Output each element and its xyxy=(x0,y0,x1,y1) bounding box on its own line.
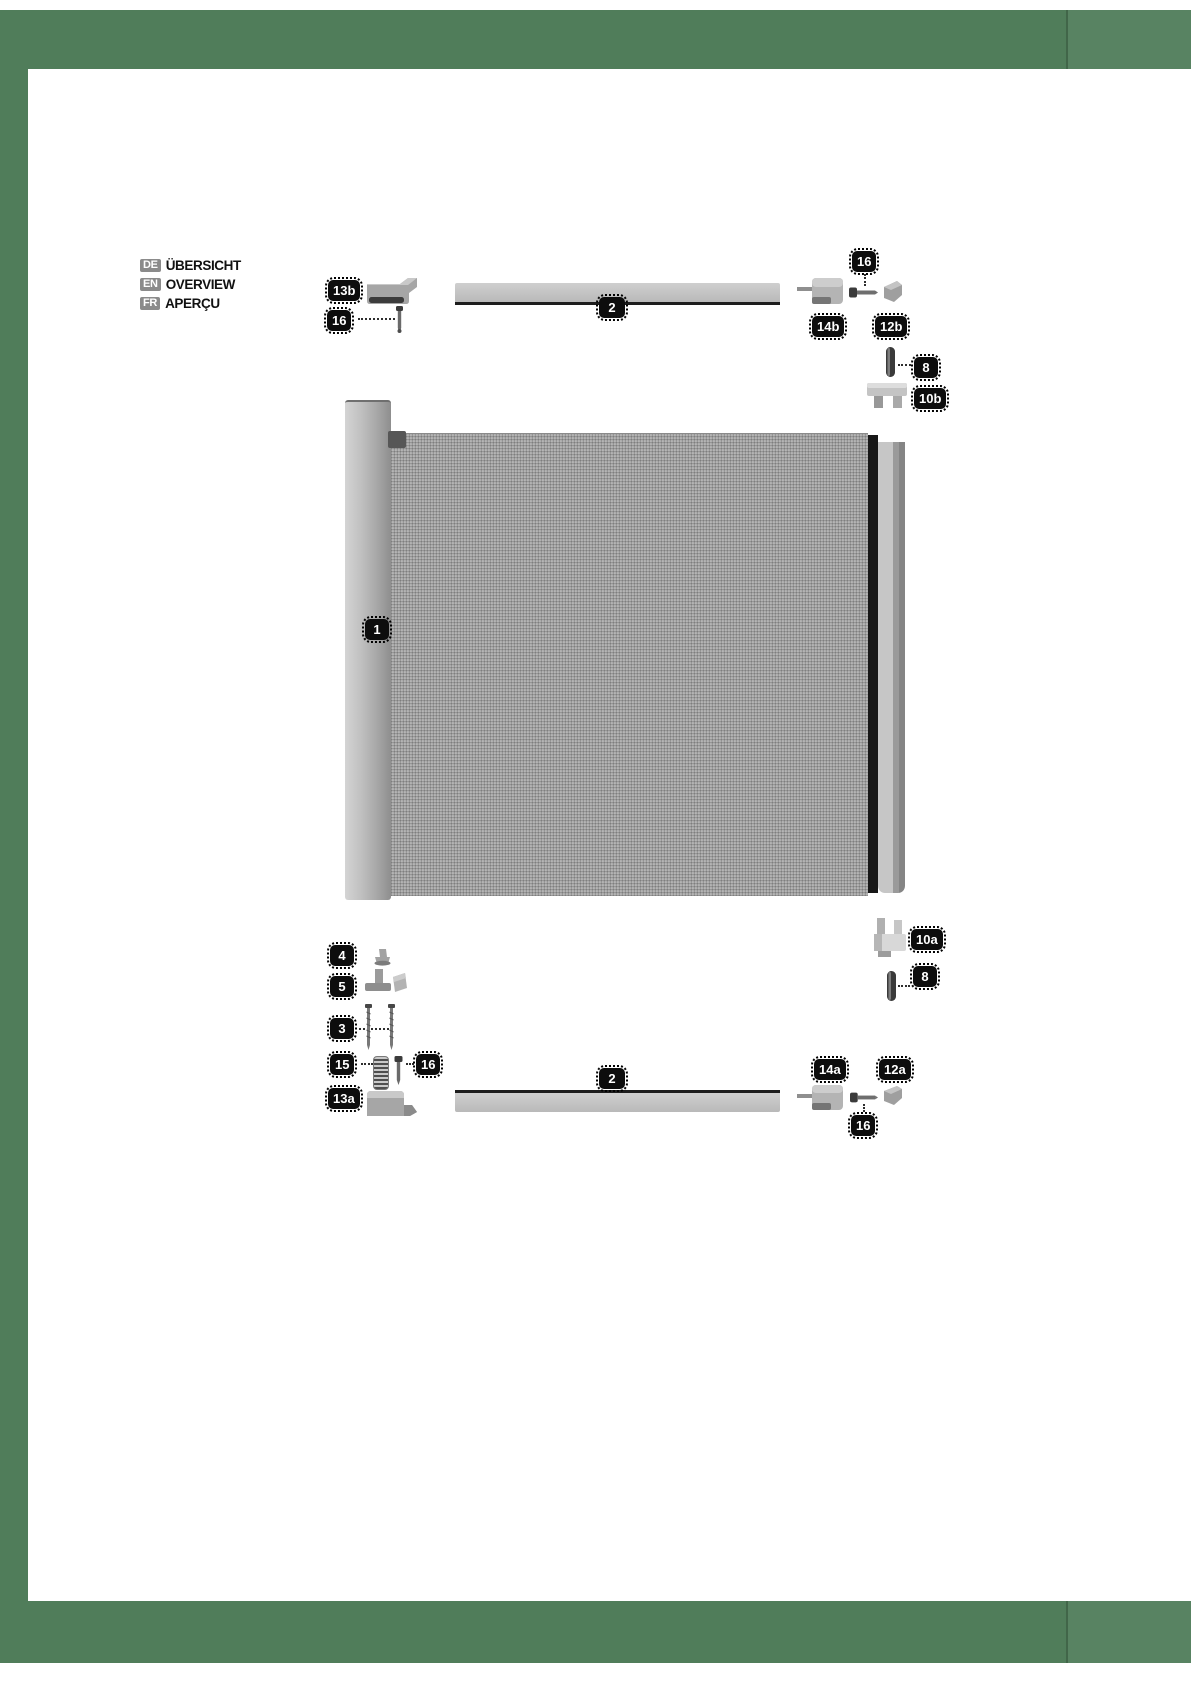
header-green-bar xyxy=(0,10,1191,69)
corner-12b-icon xyxy=(882,279,904,304)
right-guide-rail xyxy=(878,442,905,893)
callout-5 xyxy=(327,973,357,1000)
screw-16-top-left-icon xyxy=(393,306,406,334)
callout-3-text: 3 xyxy=(330,1018,354,1039)
footer-light-segment xyxy=(1068,1601,1191,1663)
legend-row-en xyxy=(140,275,241,294)
callout-14a xyxy=(811,1056,849,1083)
callout-16-top-right-text: 16 xyxy=(852,251,876,272)
callout-2-top xyxy=(596,294,628,321)
legend-row-fr xyxy=(140,294,241,313)
screw-3-left-icon xyxy=(363,1004,374,1050)
callout-15-text: 15 xyxy=(330,1054,354,1075)
end-bracket-13b-icon xyxy=(364,275,418,305)
callout-13b-text: 13b xyxy=(328,280,360,301)
callout-16-top-left-text: 16 xyxy=(327,310,351,331)
bottom-rail-part-2 xyxy=(455,1090,780,1112)
callout-16-bottom-left-text: 16 xyxy=(416,1054,440,1075)
callout-1 xyxy=(362,616,392,643)
lang-tag-en: EN xyxy=(140,278,161,291)
callout-10b-text: 10b xyxy=(914,388,946,409)
callout-5-text: 5 xyxy=(330,976,354,997)
leader-8-bottom xyxy=(898,985,910,987)
callout-13a-text: 13a xyxy=(328,1088,360,1109)
callout-16-bottom-right-text: 16 xyxy=(851,1115,875,1136)
legend-title-fr: APERÇU xyxy=(165,296,220,311)
callout-13b xyxy=(325,277,363,304)
leader-15 xyxy=(361,1063,373,1065)
screen-pull-bar xyxy=(868,435,878,893)
callout-12b xyxy=(872,313,910,340)
header-light-segment xyxy=(1068,10,1191,69)
callout-1-text: 1 xyxy=(365,619,389,640)
callout-12a xyxy=(876,1056,914,1083)
callout-16-bottom-right xyxy=(848,1112,878,1139)
callout-10a-text: 10a xyxy=(911,929,943,950)
pin-8-top-icon xyxy=(884,346,897,378)
left-green-strip xyxy=(0,10,28,1663)
callout-3 xyxy=(327,1015,357,1042)
cassette-top-cap xyxy=(388,431,406,448)
lang-tag-de: DE xyxy=(140,259,161,272)
grommet-4-icon xyxy=(371,948,394,966)
callout-12a-text: 12a xyxy=(879,1059,911,1080)
spring-15-icon xyxy=(373,1056,389,1090)
leader-8-top xyxy=(898,364,911,366)
screw-16-top-right-icon xyxy=(849,286,878,299)
callout-8-bottom xyxy=(910,963,940,990)
bracket-10b-icon xyxy=(867,382,909,409)
callout-10b xyxy=(911,385,949,412)
leader-16-top-right xyxy=(864,274,866,286)
callout-4-text: 4 xyxy=(330,945,354,966)
screw-16-bottom-left-icon xyxy=(392,1056,405,1086)
callout-15 xyxy=(327,1051,357,1078)
callout-14b xyxy=(809,313,847,340)
callout-2-top-text: 2 xyxy=(599,297,625,318)
end-cap-14a-icon xyxy=(797,1084,846,1112)
callout-8-bottom-text: 8 xyxy=(913,966,937,987)
mesh-screen xyxy=(391,433,868,896)
screw-16-bottom-right-icon xyxy=(850,1091,878,1104)
latch-5-icon xyxy=(363,968,409,994)
callout-14b-text: 14b xyxy=(812,316,844,337)
callout-13a xyxy=(325,1085,363,1112)
lang-tag-fr: FR xyxy=(140,297,160,310)
leader-16-bottom-right xyxy=(863,1104,865,1112)
callout-14a-text: 14a xyxy=(814,1059,846,1080)
callout-16-top-left xyxy=(324,307,354,334)
legend-row-de xyxy=(140,256,241,275)
leader-16-top-left xyxy=(358,318,395,320)
callout-2-bottom xyxy=(596,1065,628,1092)
bracket-10a-icon xyxy=(872,918,908,958)
callout-2-bottom-text: 2 xyxy=(599,1068,625,1089)
corner-12a-icon xyxy=(882,1084,904,1107)
callout-10a xyxy=(908,926,946,953)
pin-8-bottom-icon xyxy=(885,970,898,1002)
callout-8-top xyxy=(911,354,941,381)
end-cap-14b-icon xyxy=(797,276,846,306)
screw-3-right-icon xyxy=(386,1004,397,1050)
roller-cassette xyxy=(345,400,391,900)
callout-4 xyxy=(327,942,357,969)
end-bracket-13a-icon xyxy=(364,1087,418,1117)
callout-8-top-text: 8 xyxy=(914,357,938,378)
legend-title-en: OVERVIEW xyxy=(165,277,236,292)
callout-12b-text: 12b xyxy=(875,316,907,337)
callout-16-top-right xyxy=(849,248,879,275)
footer-green-bar xyxy=(0,1601,1191,1663)
language-legend xyxy=(140,256,241,313)
legend-title-de: ÜBERSICHT xyxy=(165,258,241,273)
callout-16-bottom-left xyxy=(413,1051,443,1078)
